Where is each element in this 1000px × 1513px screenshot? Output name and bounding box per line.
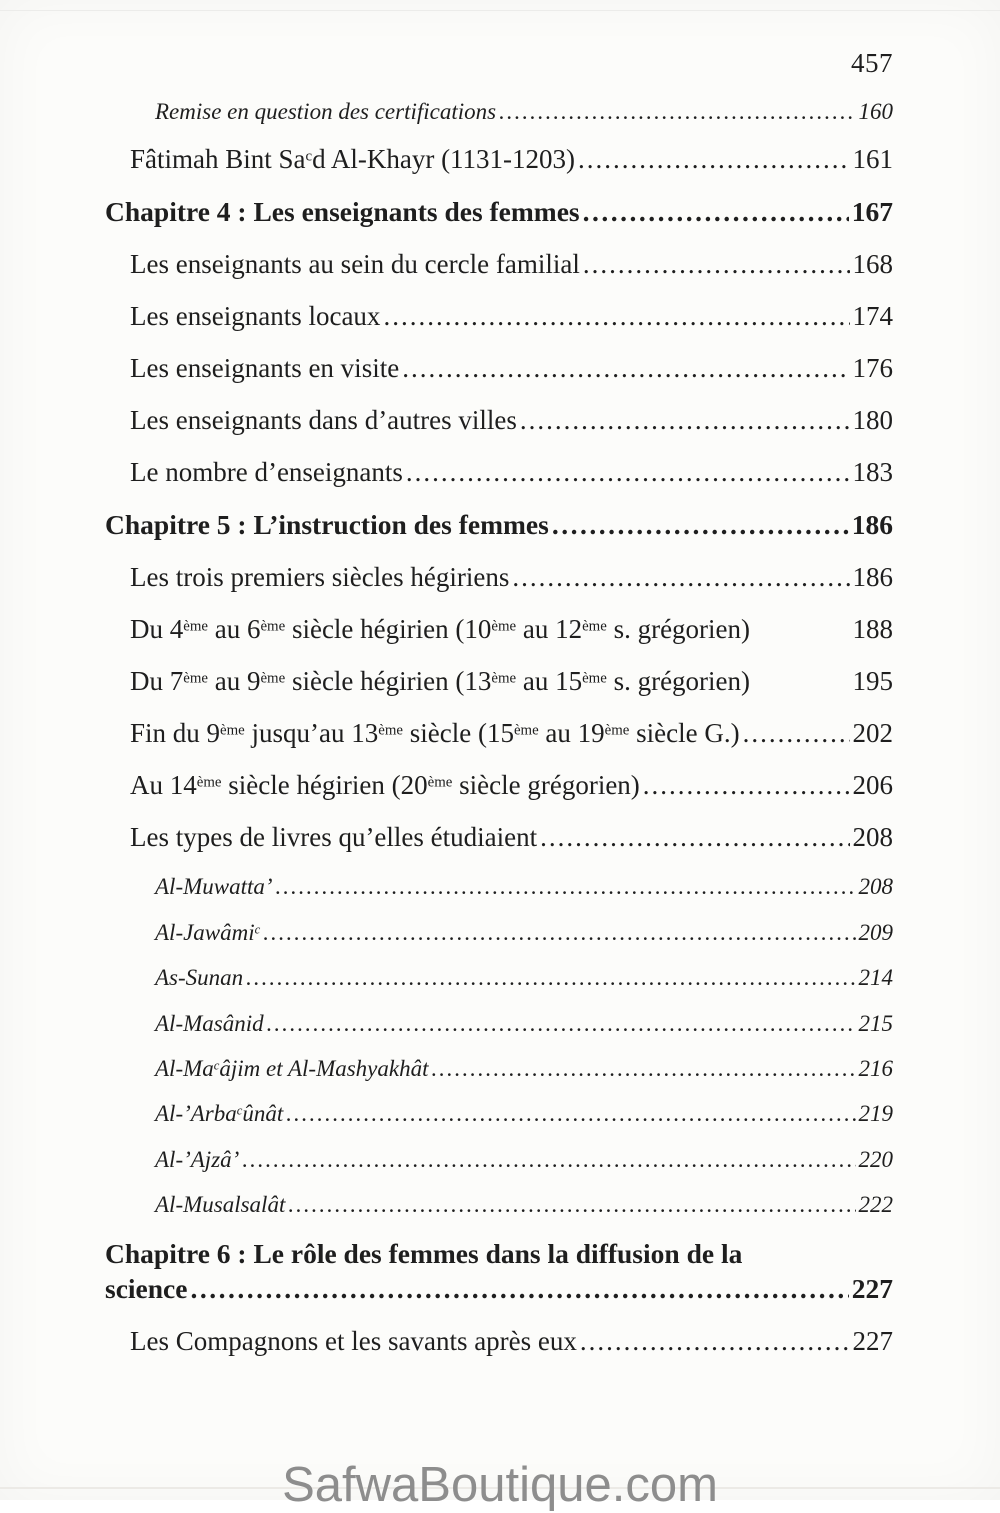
toc-entry-page: 195 xyxy=(852,666,893,697)
toc-entry-label: science xyxy=(105,1273,188,1305)
toc-row xyxy=(105,509,893,541)
toc-row xyxy=(130,353,893,384)
toc-leader-dots xyxy=(431,1056,855,1082)
toc-entry-page: 206 xyxy=(852,770,893,801)
toc-leader-dots xyxy=(276,874,856,900)
toc-entry-label: Fin du 9ème jusqu’au 13ème siècle (15ème au 19ème siècle G.) xyxy=(130,718,740,749)
toc-leader-dots xyxy=(406,457,850,488)
toc-entry-page: 183 xyxy=(852,457,893,488)
toc-leader-dots xyxy=(242,1147,855,1173)
toc-row xyxy=(130,614,893,645)
toc-list xyxy=(0,99,1000,1378)
toc-leader-dots xyxy=(286,1101,855,1127)
toc-entry-label: Fâtimah Bint Sa$^c$d Al-Khayr (1131-1203) xyxy=(130,144,576,175)
toc-row xyxy=(130,144,893,175)
toc-entry-page: 219 xyxy=(858,1101,893,1127)
toc-entry-label: Les Compagnons et les savants après eux xyxy=(130,1326,577,1356)
toc-row xyxy=(130,457,893,488)
toc-entry-label: As-Sunan xyxy=(155,965,244,991)
toc-row xyxy=(155,1011,893,1037)
toc-leader-dots xyxy=(499,99,855,125)
toc-row xyxy=(130,666,893,697)
toc-entry-label: Les enseignants locaux xyxy=(130,301,381,332)
toc-entry-page: 161 xyxy=(852,144,893,175)
toc-leader-dots xyxy=(552,509,849,541)
toc-leader-dots xyxy=(383,301,849,332)
toc-leader-dots xyxy=(583,196,849,228)
toc-entry-page: 160 xyxy=(858,99,893,124)
toc-row xyxy=(155,1192,893,1218)
toc-entry-label: Du 4ème au 6ème siècle hégirien (10ème au 12ème s. grégorien) xyxy=(130,614,751,645)
toc-entry-page: 180 xyxy=(852,405,893,436)
page-number: 457 xyxy=(851,48,893,78)
toc-leader-dots xyxy=(540,822,849,853)
toc-entry-label: Les types de livres qu’elles étudiaient xyxy=(130,822,538,853)
toc-entry-page: 186 xyxy=(852,561,893,592)
toc-row xyxy=(130,301,893,332)
toc-entry-page: 174 xyxy=(852,301,893,332)
toc-row xyxy=(130,718,893,749)
toc-entry-label: Chapitre 6 : Le rôle des femmes dans la diffusion de la xyxy=(105,1237,743,1269)
toc-entry-page: 186 xyxy=(851,509,893,541)
toc-entry-page: 222 xyxy=(858,1192,893,1218)
toc-entry-label: Remise en question des certifications xyxy=(155,99,497,124)
toc-row xyxy=(155,1056,893,1082)
toc-entry-label: Le nombre d’enseignants xyxy=(130,457,403,488)
toc-row xyxy=(155,965,893,991)
toc-row xyxy=(155,874,893,900)
toc-entry-label: Chapitre 4 : Les enseignants des femmes xyxy=(105,196,580,228)
toc-entry-page: 214 xyxy=(858,965,893,991)
toc-row xyxy=(105,1273,893,1305)
toc-entry-label: Al-Masânid xyxy=(155,1010,264,1036)
toc-entry-page: 215 xyxy=(858,1010,893,1036)
toc-leader-dots xyxy=(263,920,855,946)
toc-entry-page: 168 xyxy=(852,249,893,280)
toc-entry-label: Les trois premiers siècles hégiriens xyxy=(130,561,510,592)
toc-entry-label: Les enseignants au sein du cercle familial xyxy=(130,249,580,280)
toc-leader-dots xyxy=(402,353,849,384)
toc-leader-dots xyxy=(288,1192,855,1218)
toc-entry-label: Al-Jawâmi$^c$ xyxy=(155,919,261,945)
toc-row xyxy=(130,1326,893,1357)
toc-entry-page: 209 xyxy=(858,919,893,945)
watermark-text: SafwaBoutique.com xyxy=(282,1458,718,1512)
toc-entry-label: Les enseignants dans d’autres villes xyxy=(130,405,517,436)
toc-leader-dots xyxy=(580,1326,850,1357)
toc-row xyxy=(105,196,893,228)
toc-row xyxy=(155,920,893,946)
toc-row xyxy=(155,1101,893,1127)
toc-entry-label: Au 14ème siècle hégirien (20ème siècle grégorien) xyxy=(130,770,640,801)
toc-entry-page: 208 xyxy=(858,874,893,900)
toc-entry-page: 227 xyxy=(852,1326,893,1356)
toc-entry-label: Chapitre 5 : L’instruction des femmes xyxy=(105,509,549,541)
toc-leader-dots xyxy=(190,1273,848,1305)
toc-entry-label: Al-Ma$^c$âjim et Al-Mashyakhât xyxy=(155,1056,429,1081)
toc-leader-dots xyxy=(578,144,849,175)
toc-leader-dots xyxy=(520,405,850,436)
toc-entry-page: 188 xyxy=(852,614,893,645)
toc-entry-label: Al-Muwatta’ xyxy=(155,874,273,900)
toc-entry-page: 208 xyxy=(852,822,893,853)
toc-leader-dots xyxy=(643,770,850,801)
toc-entry-label: Al-’Ajzâ’ xyxy=(155,1146,240,1172)
toc-entry-page: 202 xyxy=(852,718,893,749)
toc-row xyxy=(130,770,893,801)
toc-row xyxy=(130,249,893,280)
toc-entry-page: 220 xyxy=(858,1146,893,1172)
toc-row xyxy=(155,1147,893,1173)
toc-entry-label: Les enseignants en visite xyxy=(130,353,400,384)
toc-entry-page: 216 xyxy=(858,1056,893,1081)
toc-entry-label: Al-’Arba$^c$ûnât xyxy=(155,1101,284,1127)
toc-row xyxy=(130,562,893,593)
toc-leader-dots xyxy=(246,965,855,991)
toc-leader-dots xyxy=(743,718,850,749)
toc-row xyxy=(155,99,893,125)
toc-row xyxy=(105,1238,893,1270)
toc-entry-page: 167 xyxy=(851,196,893,228)
toc-entry-page: 176 xyxy=(852,353,893,384)
toc-leader-dots xyxy=(267,1011,856,1037)
toc-entry-label: Du 7ème au 9ème siècle hégirien (13ème au 15ème s. grégorien) xyxy=(130,666,751,697)
toc-leader-dots xyxy=(583,249,850,280)
toc-row xyxy=(130,822,893,853)
toc-leader-dots xyxy=(512,562,849,593)
toc-entry-label: Al-Musalsalât xyxy=(155,1192,286,1218)
toc-entry-page: 227 xyxy=(851,1273,893,1305)
toc-row xyxy=(130,405,893,436)
